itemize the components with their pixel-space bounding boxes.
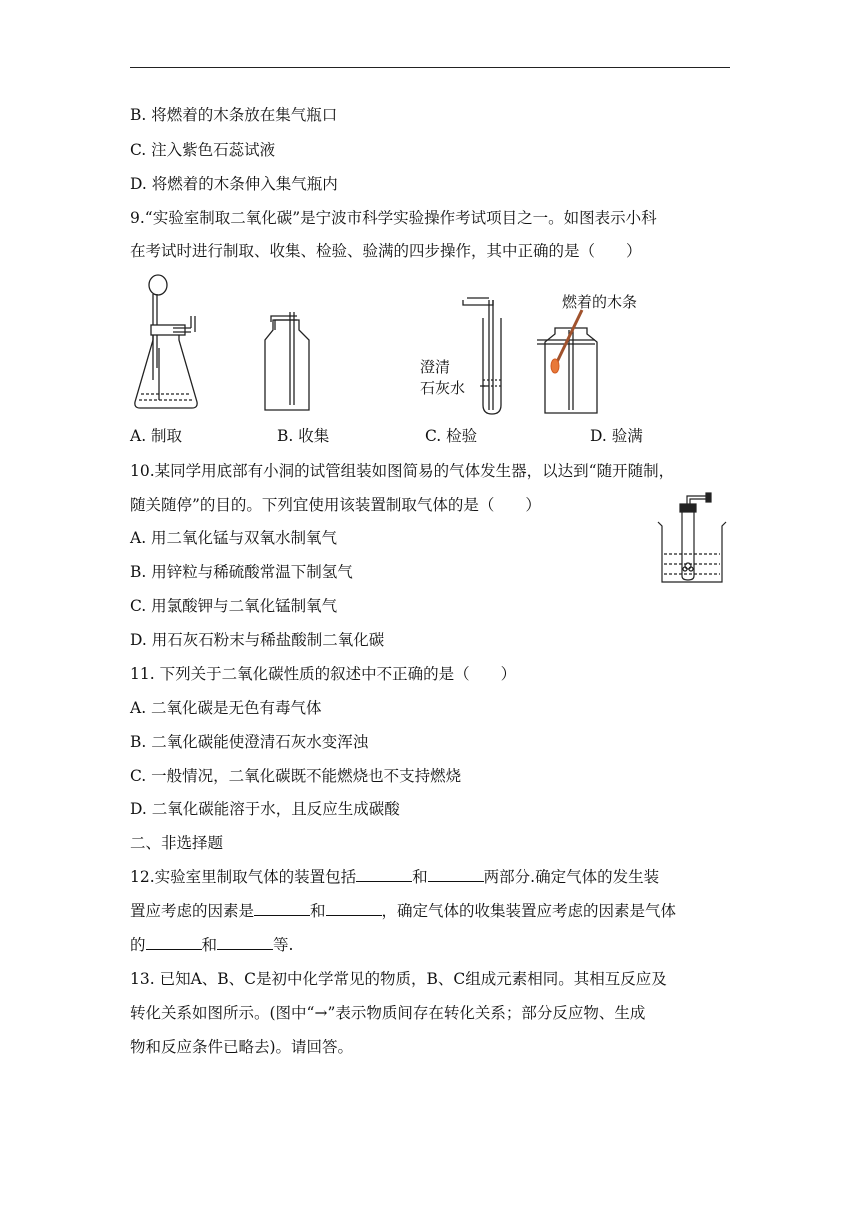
q13-line1: 13. 已知A、B、C是初中化学常见的物质，B、C组成元素相同。其相互反应及 <box>130 970 667 988</box>
caption-b: B. 收集 <box>277 427 330 445</box>
q11-option-d: D. 二氧化碳能溶于水，且反应生成碳酸 <box>130 800 400 818</box>
lime-water-label-2: 石灰水 <box>420 379 466 397</box>
q9-stem-line2: 在考试时进行制取、收集、检验、验满的四步操作，其中正确的是（ ） <box>130 242 642 260</box>
q11-option-b: B. 二氧化碳能使澄清石灰水变浑浊 <box>130 733 369 751</box>
q8-option-b: B. 将燃着的木条放在集气瓶口 <box>130 106 338 124</box>
answer-blank-6[interactable] <box>217 935 273 950</box>
q9-stem-line1: 9.“实验室制取二氧化碳”是宁波市科学实验操作考试项目之一。如图表示小科 <box>130 209 657 227</box>
q8-option-c: C. 注入紫色石蕊试液 <box>130 141 276 159</box>
q12-line3: 的 和 等. <box>130 936 294 954</box>
q10-option-b: B. 用锌粒与稀硫酸常温下制氢气 <box>130 563 353 581</box>
test-tube-icon <box>463 298 501 414</box>
q11-option-a: A. 二氧化碳是无色有毒气体 <box>130 699 322 717</box>
q9-apparatus-figure <box>125 270 725 420</box>
q8-option-d: D. 将燃着的木条伸入集气瓶内 <box>130 175 338 193</box>
q10-option-c: C. 用氯酸钾与二氧化锰制氧气 <box>130 597 338 615</box>
lime-water-label-1: 澄清 <box>420 358 451 376</box>
collection-bottle-icon <box>265 312 309 410</box>
caption-c: C. 检验 <box>425 427 478 445</box>
header-rule <box>130 67 730 68</box>
q13-line3: 物和反应条件已略去)。请回答。 <box>130 1038 354 1056</box>
caption-a: A. 制取 <box>130 427 183 445</box>
answer-blank-3[interactable] <box>254 901 310 916</box>
q11-option-c: C. 一般情况，二氧化碳既不能燃烧也不支持燃烧 <box>130 767 462 785</box>
generation-apparatus-icon <box>135 275 197 408</box>
burning-stick-label: 燃着的木条 <box>562 293 638 311</box>
answer-blank-5[interactable] <box>146 935 202 950</box>
q10-option-d: D. 用石灰石粉末与稀盐酸制二氧化碳 <box>130 631 385 649</box>
q13-line2: 转化关系如图所示。(图中“→”表示物质间存在转化关系；部分反应物、生成 <box>130 1004 646 1022</box>
answer-blank-1[interactable] <box>356 867 412 882</box>
bottle-with-stick-icon <box>537 310 597 413</box>
q10-stem-line2: 随关随停”的目的。下列宜使用该装置制取气体的是（ ） <box>130 496 541 514</box>
q12-line1: 12.实验室里制取气体的装置包括 和 两部分.确定气体的发生装 <box>130 868 660 886</box>
answer-blank-2[interactable] <box>428 867 484 882</box>
gas-generator-figure <box>652 490 732 590</box>
caption-d: D. 验满 <box>590 427 643 445</box>
q10-option-a: A. 用二氧化锰与双氧水制氧气 <box>130 529 338 547</box>
q12-line2: 置应考虑的因素是 和 ，确定气体的收集装置应考虑的因素是气体 <box>130 902 677 920</box>
answer-blank-4[interactable] <box>326 901 382 916</box>
q11-stem: 11. 下列关于二氧化碳性质的叙述中不正确的是（ ） <box>130 665 517 683</box>
section-heading: 二、非选择题 <box>130 834 224 852</box>
q10-stem-line1: 10.某同学用底部有小洞的试管组装如图简易的气体发生器，以达到“随开随制， <box>130 462 675 480</box>
